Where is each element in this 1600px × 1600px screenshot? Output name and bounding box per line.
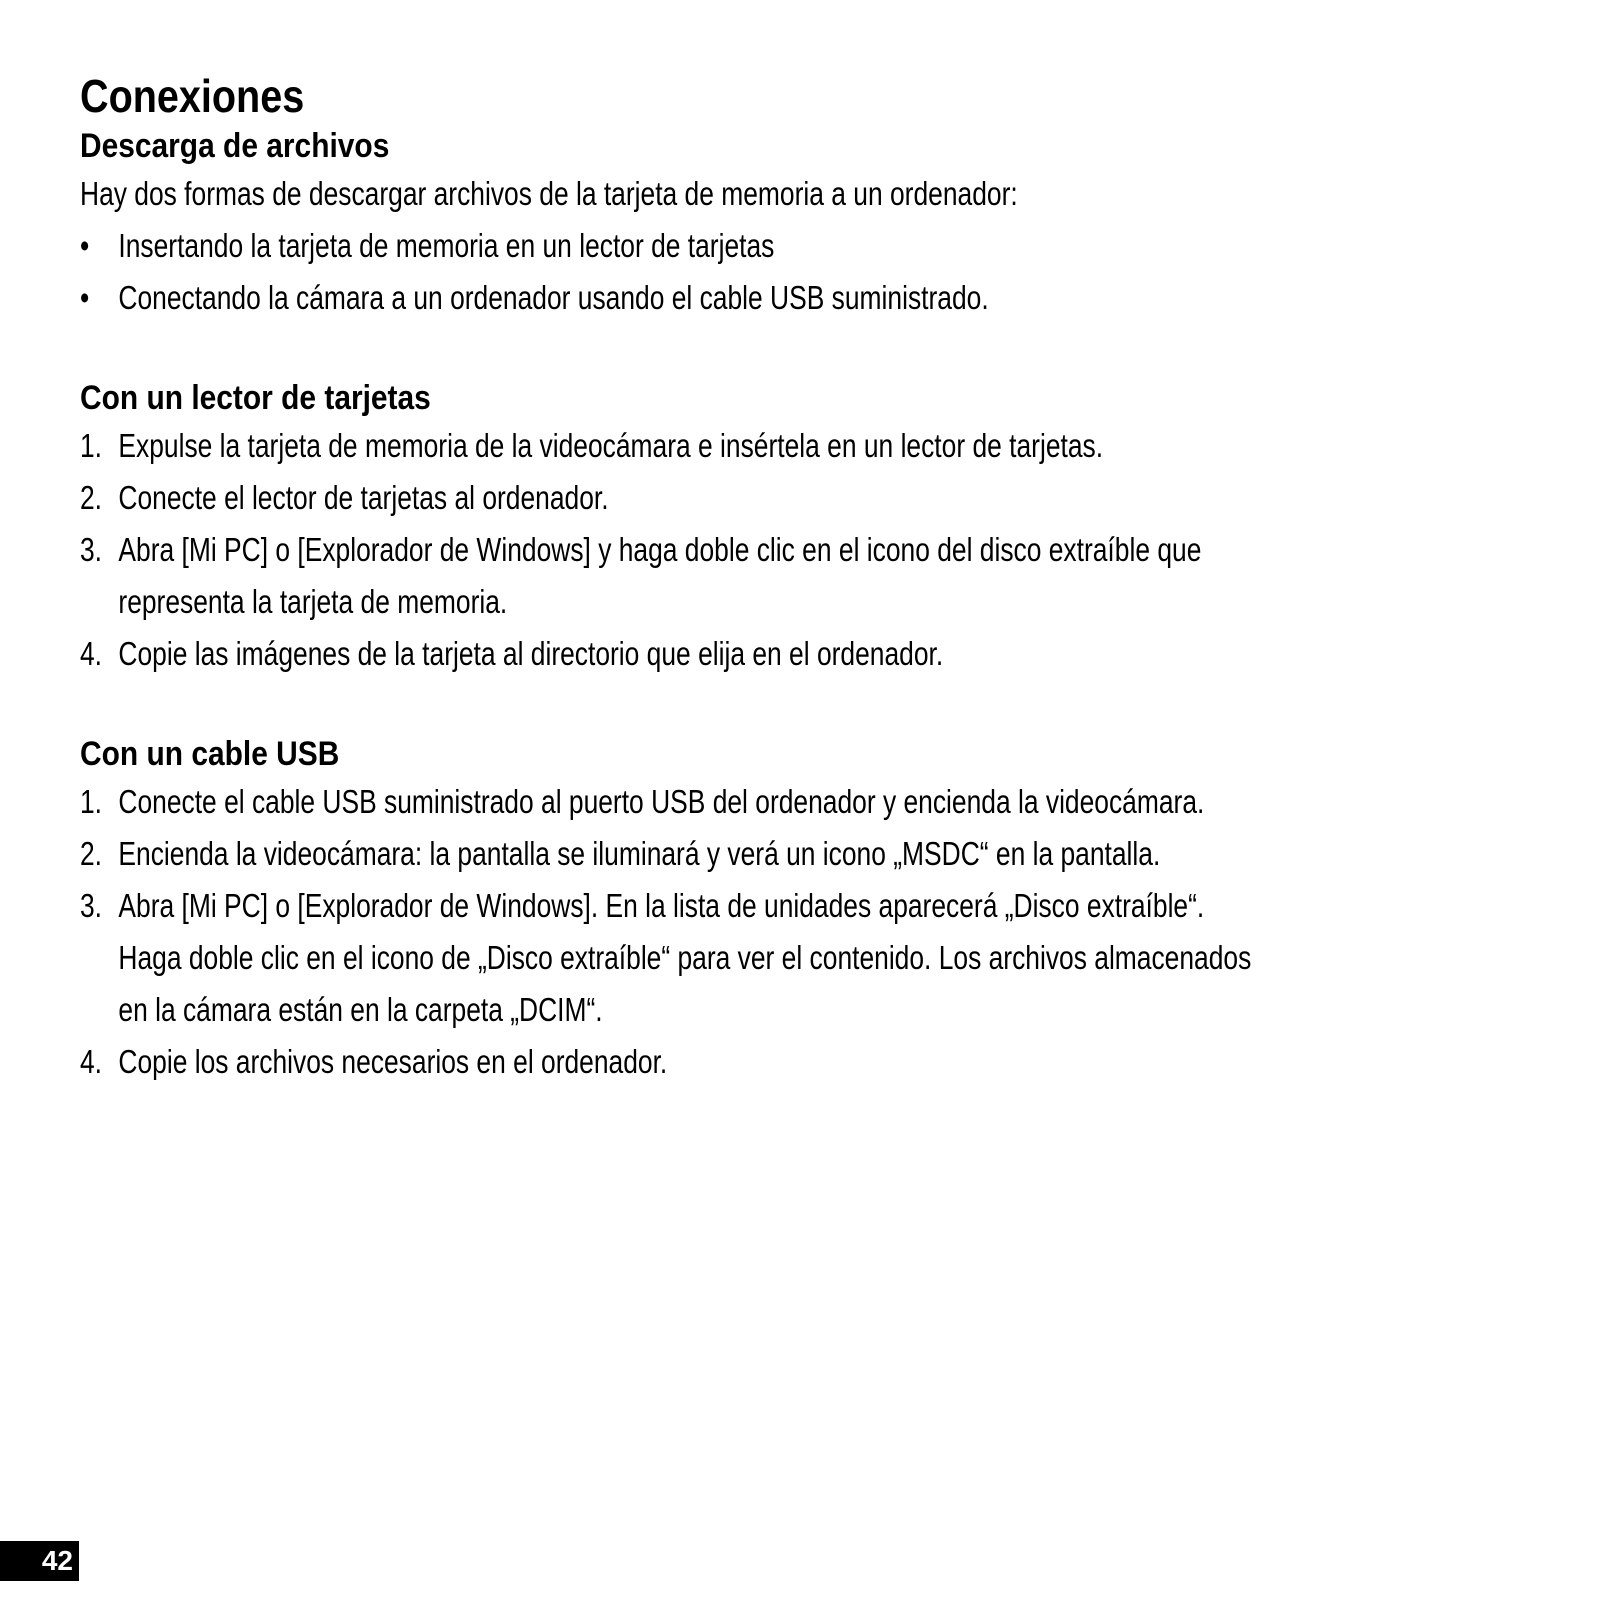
step-text: Conecte el lector de tarjetas al ordenador.: [118, 479, 609, 516]
step-text: Copie las imágenes de la tarjeta al directorio que elija en el ordenador.: [118, 635, 944, 672]
step-number: 4.: [80, 1043, 103, 1080]
card-reader-heading: Con un lector de tarjetas: [80, 379, 431, 417]
step-number: 2.: [80, 835, 103, 872]
step-item: [80, 420, 1232, 472]
step-number: 4.: [80, 635, 103, 672]
card-reader-steps: [80, 420, 1520, 680]
step-item: [80, 880, 1252, 1036]
step-number: 3.: [80, 531, 103, 568]
usb-cable-heading: Con un cable USB: [80, 735, 340, 773]
step-text: Encienda la videocámara: la pantalla se iluminará y verá un icono „MSDC“ en la pantalla.: [118, 835, 1161, 872]
step-text: Conecte el cable USB suministrado al puerto USB del ordenador y encienda la videocámara.: [118, 783, 1205, 820]
card-reader-section: [80, 376, 1520, 680]
step-number: 2.: [80, 479, 103, 516]
bullet-marker: •: [80, 279, 90, 316]
download-heading: Descarga de archivos: [80, 127, 390, 165]
usb-cable-steps: [80, 776, 1520, 1088]
bullet-marker: •: [80, 227, 90, 264]
list-item: [80, 272, 1232, 324]
step-item: [80, 524, 1232, 628]
list-item-text: Insertando la tarjeta de memoria en un lector de tarjetas: [118, 227, 775, 264]
step-number: 3.: [80, 887, 103, 924]
download-section: [80, 124, 1520, 324]
list-item-text: Conectando la cámara a un ordenador usando el cable USB suministrado.: [118, 279, 989, 316]
download-intro: Hay dos formas de descargar archivos de la tarjeta de memoria a un ordenador:: [80, 175, 1018, 212]
step-item: [80, 628, 1232, 680]
section-spacer: [80, 680, 1520, 732]
step-item: [80, 1036, 1232, 1088]
list-item: [80, 220, 1232, 272]
step-item: [80, 472, 1232, 524]
step-number: 1.: [80, 427, 103, 464]
step-text: Abra [Mi PC] o [Explorador de Windows]. En la lista de unidades aparecerá „Disco extraíble“.: [118, 887, 1205, 924]
step-number: 1.: [80, 783, 103, 820]
step-text: Abra [Mi PC] o [Explorador de Windows] y haga doble clic en el icono del disco extraíble que: [118, 531, 1202, 568]
step-text-continuation: representa la tarjeta de memoria.: [118, 583, 508, 620]
page-title: Conexiones: [80, 70, 305, 122]
step-text: Copie los archivos necesarios en el ordenador.: [118, 1043, 668, 1080]
download-methods-list: [80, 220, 1520, 324]
step-text-continuation: en la cámara están en la carpeta „DCIM“.: [118, 991, 603, 1028]
usb-cable-section: [80, 732, 1520, 1088]
step-text: Expulse la tarjeta de memoria de la videocámara e insértela en un lector de tarjetas.: [118, 427, 1104, 464]
step-item: [80, 776, 1232, 828]
step-text-continuation: Haga doble clic en el icono de „Disco extraíble“ para ver el contenido. Los archivos almacenados: [118, 939, 1252, 976]
page-number: 42: [0, 1541, 79, 1581]
step-item: [80, 828, 1232, 880]
page-content: [80, 68, 1520, 1088]
section-spacer: [80, 324, 1520, 376]
